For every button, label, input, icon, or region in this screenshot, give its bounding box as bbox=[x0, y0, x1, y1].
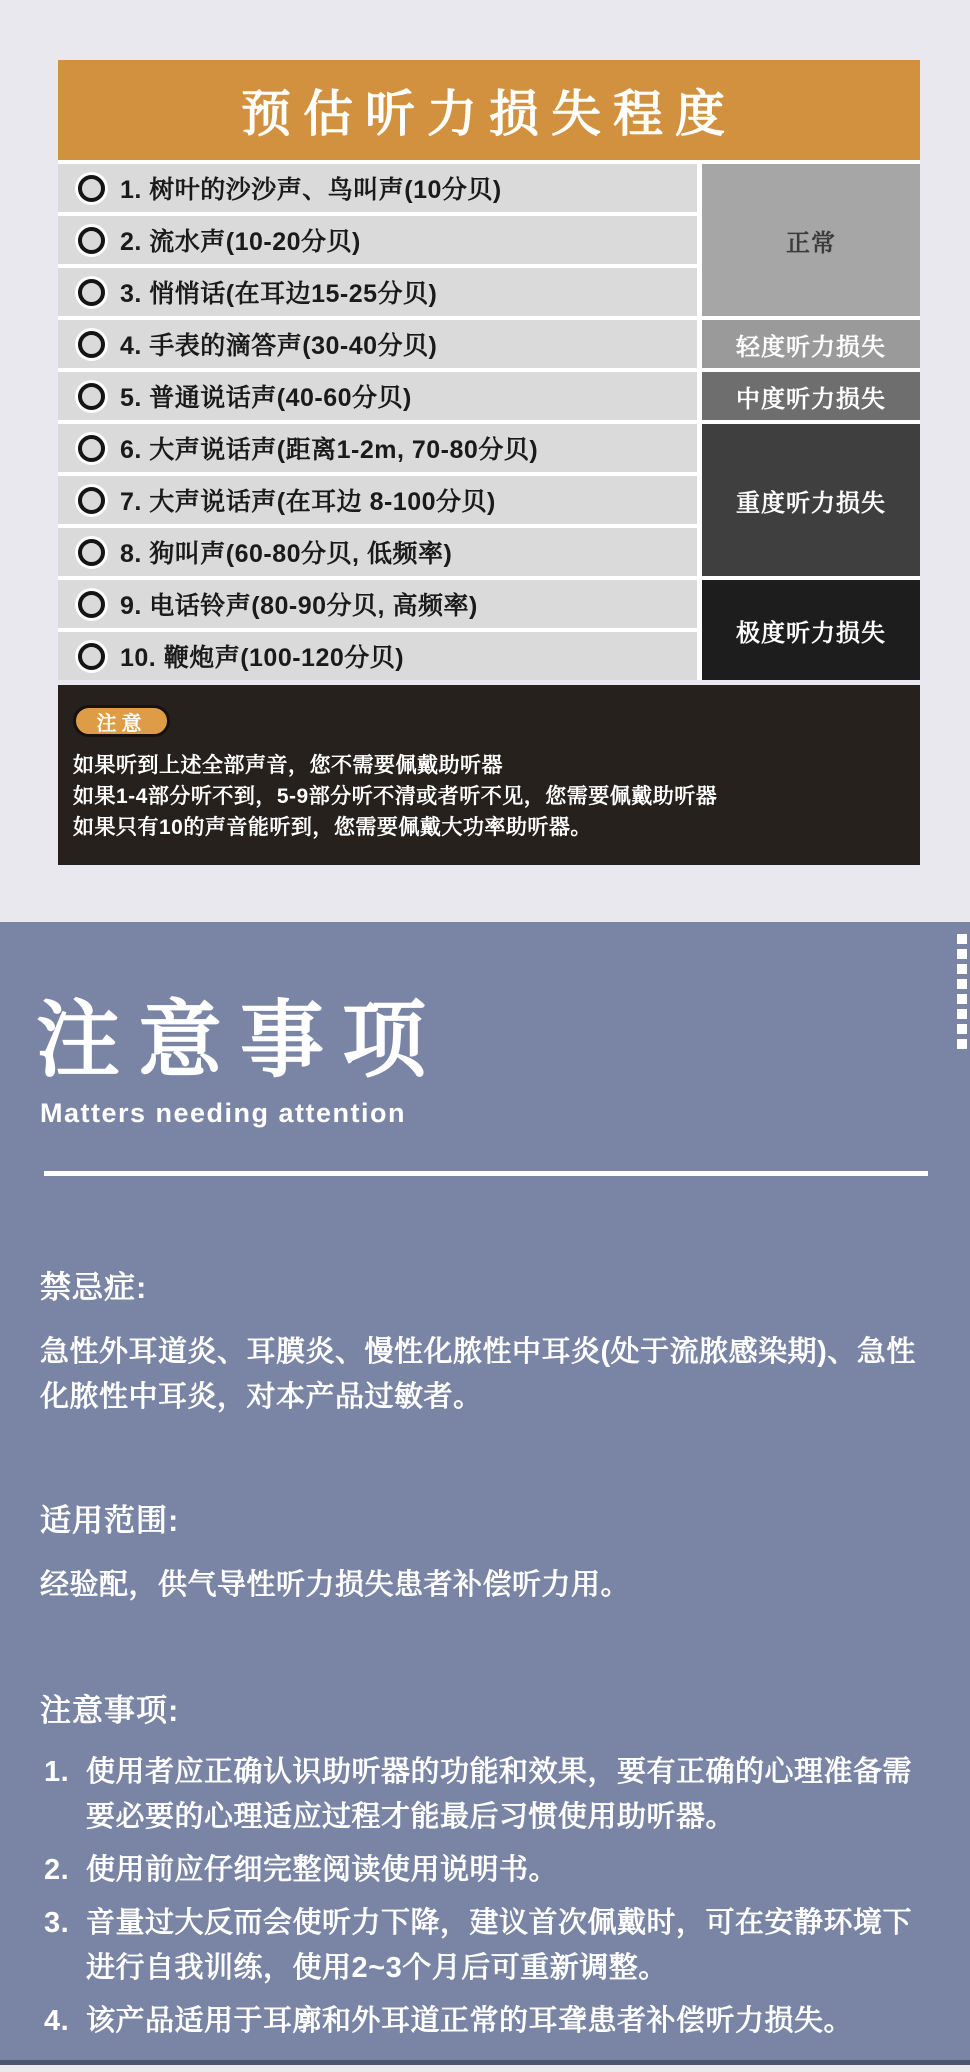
hearing-loss-table bbox=[58, 60, 920, 680]
row-label: 2. 流水声(10-20分贝) bbox=[120, 228, 361, 256]
table-row bbox=[58, 476, 697, 524]
table-title: 预估听力损失程度 bbox=[58, 60, 920, 160]
category-cell: 极度听力损失 bbox=[702, 580, 920, 680]
notice-badge: 注意 bbox=[73, 705, 170, 737]
list-item-text: 音量过大反而会使听力下降，建议首次佩戴时，可在安静环境下进行自我训练，使用2~3个月后可重新调整。 bbox=[86, 1907, 913, 1984]
category-cell: 轻度听力损失 bbox=[702, 320, 920, 368]
notice-text bbox=[73, 750, 900, 843]
section-subtitle: Matters needing attention bbox=[40, 1098, 407, 1128]
table-row bbox=[58, 320, 697, 368]
notice-line: 如果只有10的声音能听到，您需要佩戴大功率助听器。 bbox=[73, 816, 592, 839]
list-item-text: 使用前应仔细完整阅读使用说明书。 bbox=[86, 1854, 559, 1886]
list-item-text: 该产品适用于耳廓和外耳道正常的耳聋患者补偿听力损失。 bbox=[86, 2005, 854, 2037]
category-cell: 重度听力损失 bbox=[702, 424, 920, 576]
section-title: 注意事项 bbox=[36, 993, 445, 1087]
circle-marker-icon bbox=[78, 383, 105, 410]
notice-box bbox=[58, 685, 920, 865]
row-label: 4. 手表的滴答声(30-40分贝) bbox=[120, 332, 438, 360]
circle-marker-icon bbox=[78, 539, 105, 566]
circle-marker-icon bbox=[78, 331, 105, 358]
bottom-edge-strip bbox=[0, 2065, 970, 2072]
table-row bbox=[58, 632, 697, 680]
row-label: 10. 鞭炮声(100-120分贝) bbox=[120, 644, 405, 672]
table-row bbox=[58, 268, 697, 316]
category-cell: 正常 bbox=[702, 164, 920, 316]
divider bbox=[44, 1171, 928, 1176]
scope-body: 经验配，供气导性听力损失患者补偿听力用。 bbox=[40, 1569, 631, 1601]
list-item bbox=[44, 1750, 928, 1840]
hearing-category-column bbox=[702, 164, 920, 680]
table-row bbox=[58, 372, 697, 420]
circle-marker-icon bbox=[78, 435, 105, 462]
row-label: 8. 狗叫声(60-80分贝, 低频率) bbox=[120, 540, 453, 568]
circle-marker-icon bbox=[78, 591, 105, 618]
table-row bbox=[58, 424, 697, 472]
circle-marker-icon bbox=[78, 643, 105, 670]
row-label: 6. 大声说话声(距离1-2m, 70-80分贝) bbox=[120, 436, 539, 464]
list-item-text: 使用者应正确认识助听器的功能和效果，要有正确的心理准备需要必要的心理适应过程才能最后习惯使用助听器。 bbox=[86, 1756, 913, 1833]
sound-level-rows bbox=[58, 164, 697, 680]
table-row bbox=[58, 528, 697, 576]
notice-line: 如果听到上述全部声音，您不需要佩戴助听器 bbox=[73, 754, 503, 777]
row-label: 5. 普通说话声(40-60分贝) bbox=[120, 384, 412, 412]
contraindications-heading: 禁忌症: bbox=[40, 1270, 148, 1305]
circle-marker-icon bbox=[78, 175, 105, 202]
list-item bbox=[44, 1848, 928, 1893]
circle-marker-icon bbox=[78, 279, 105, 306]
circle-marker-icon bbox=[78, 227, 105, 254]
table-body bbox=[58, 164, 920, 680]
attention-section bbox=[0, 922, 970, 2060]
list-item bbox=[44, 1901, 928, 1991]
list-item-number: 3. bbox=[44, 1907, 70, 1939]
table-row bbox=[58, 580, 697, 628]
list-item bbox=[44, 1999, 928, 2044]
list-item-number: 1. bbox=[44, 1756, 70, 1788]
list-item-number: 2. bbox=[44, 1854, 70, 1886]
precautions-list bbox=[44, 1750, 928, 2052]
list-item-number: 4. bbox=[44, 2005, 70, 2037]
contraindications-body: 急性外耳道炎、耳膜炎、慢性化脓性中耳炎(处于流脓感染期)、急性化脓性中耳炎，对本产品过敏者。 bbox=[40, 1336, 916, 1413]
scope-heading: 适用范围: bbox=[40, 1503, 180, 1538]
circle-marker-icon bbox=[78, 487, 105, 514]
notice-line: 如果1-4部分听不到，5-9部分听不清或者听不见，您需要佩戴助听器 bbox=[73, 785, 718, 808]
table-row bbox=[58, 216, 697, 264]
row-label: 3. 悄悄话(在耳边15-25分贝) bbox=[120, 280, 438, 308]
row-label: 7. 大声说话声(在耳边 8-100分贝) bbox=[120, 488, 496, 516]
dashed-line-decoration bbox=[957, 934, 967, 1049]
row-label: 1. 树叶的沙沙声、鸟叫声(10分贝) bbox=[120, 176, 502, 204]
precautions-heading: 注意事项: bbox=[40, 1693, 180, 1728]
row-label: 9. 电话铃声(80-90分贝, 高频率) bbox=[120, 592, 478, 620]
table-row bbox=[58, 164, 697, 212]
category-cell: 中度听力损失 bbox=[702, 372, 920, 420]
